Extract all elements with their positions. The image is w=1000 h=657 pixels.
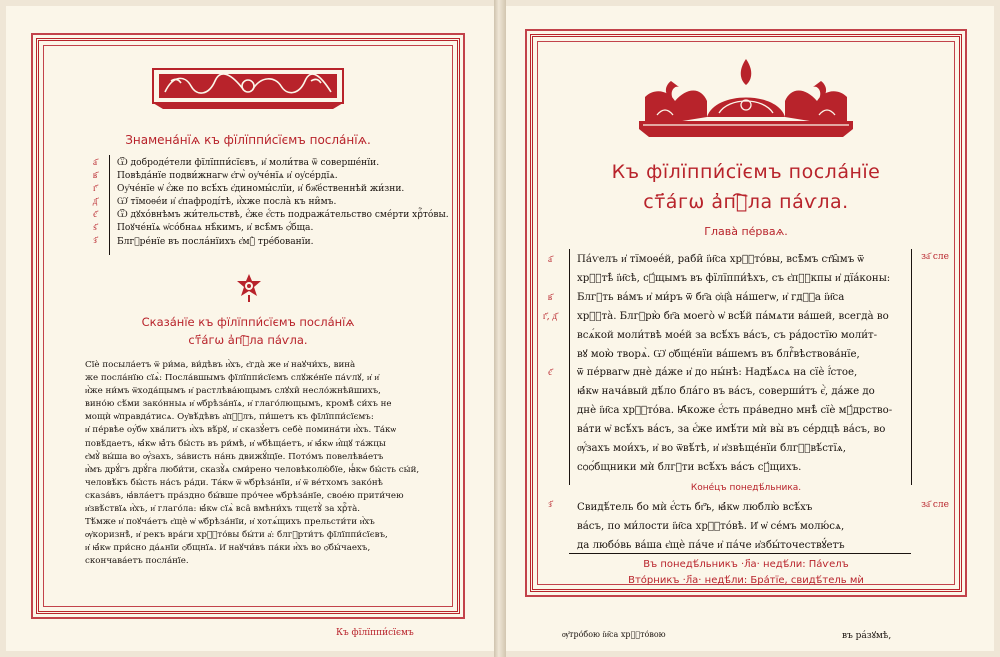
verse-line: Блгⷣть ва́мъ и҆ ми́ръ ѿ бг҃а ѻ҆ц҃а̀ на́шегѡ, и҆ гдⷭ҇а і҆и҃са [577,291,845,303]
text-line: скончава́етъ посла́нїе. [85,556,189,567]
margin-note-bottom: за҃ сле [921,500,949,510]
text-line: Сїѐ посыла́етъ ѿ ри́ма, ви́дѣвъ и҆̀хъ, є҆гда̀ же и҆ наꙋчи́хъ, вина̀ [85,360,356,370]
text-line: є҆мꙋ̀ вы́ша во ѹ҆́захъ, за́висть на́нь движꙋ́щїе. Пото́мъ повелѣва́етъ [85,451,384,462]
verse-line: хрⷭ҇та̀. Блгⷣрю̀ бг҃а моего̀ ѡ҆ всѣ́й па́мѧти ва́шей, всегда̀ во [577,310,889,322]
left-page [6,6,494,651]
verse-line: Па́ѵелъ и҆ тїмоѳе́й, раби̑ і҆и҃са хрⷭ҇то́вы, всѣ̑мъ ст҃ы̑мъ ѿ [577,254,864,265]
list-item: Ѡ҆ тїмоѳе́и и҆ є҆пафроді́тѣ, и҆̀хже посла̀ къ ни̑мъ. [117,197,337,208]
right-footer-note: ѹ҆тро́бою і҆и҃са хрⷭ҇то́вою [562,630,666,639]
verse-text [577,251,907,478]
verse-line: ѿ пе́рвагѡ днѐ да́же и҆ до ны́нѣ: Надѣ́ѧсѧ на сїѐ і҆́стое, [577,367,858,379]
text-line: и҆ ꙗ҆́кѡ при́сно да́ѧнїи ѻ҆бщнїѧ. И҆ наꙋчи́въ па́ки и҆̀хъ во ѻ҆бы́чаехъ, [85,543,371,554]
text-line: и҆звѣ́ствїѧ и҆̀хъ, и҆ глаго́ла: ꙗ҆́кѡ сїѧ̀ вса̑ вмѣни́хъ тщєтꙋ̀ за хрⷭ҇та̀. [85,504,361,515]
crown-headpiece-icon [635,57,857,139]
rubric-line1: Въ понедѣ́льникъ ‧л҃а‧ недѣ́ли: Па́ѵелъ [643,559,849,570]
verse-line: вꙋ мою̀ творѧ̀. Ѡ҆ ѻ҆бще́нїи ва́шемъ въ блгⷭ҇вѣствова́нїе, [577,348,860,360]
rubric-divider [569,553,911,554]
right-title-line1: Къ фїлїппи́сїємъ посла́нїе [611,161,881,183]
text-line: человѣ́къ бы́сть на́съ ра́ди. Та́кѡ ѿ ѡ҆брѣза́нїи, и҆ ѿ ве́тхомъ зако́нѣ [85,477,383,488]
book-gutter [494,0,506,657]
left-header-title: Знамена́нїѧ къ фїлїппи́сїємъ посла́нїѧ. [125,133,371,147]
margin-note-top: за҃ сле [921,252,949,262]
end-monday-rubric: Коне́цъ понедѣ́льника. [690,483,802,493]
text-line: и҆̀же ни́мъ ѿхода́щымъ и҆ растлѣва́ющымъ слꙋхи̑ несло́жнѣйшихъ, [85,386,381,397]
chapter-heading: Глава̀ пе́рваѧ. [704,225,788,238]
list-item: Повѣда́нїе подви́жнагѡ є҆гѡ̀ оу҆че́нїѧ и҆ оу҆се́рдїѧ. [117,171,338,182]
verse-divider-right [911,249,912,485]
argument-numbers: а҃ в҃ г҃ д҃ є҃ ѕ҃ з҃ [92,158,98,246]
verse-divider-left [569,249,570,485]
list-item: Поꙋче́нїѧ ѡ҆со́бнаѧ нѣ̑кимъ, и҆ всѣ̑мъ ѻ҆́бща. [117,223,314,234]
left-subtitle-line2: ст҃а́гѡ а҆пⷭ҇ла па́ѵла. [188,333,308,347]
verse-line: ва́съ, по ми́лости і҆и҃са хрⷭ҇то́вѣ. И҆ ѡ҆ се́мъ молю́сѧ, [577,520,845,532]
verse-numbers: а҃ в҃ г҃, д҃ є҃ [543,255,557,379]
left-body-text [85,359,431,569]
left-subtitle-line1: Сказа́нїе къ фїлїппи́сїємъ посла́нїѧ [141,315,355,329]
verse-line: ѹ҆́захъ мои́хъ, и҆ во ѿвѣ́тѣ, и҆ и҆звѣще́нїи блгⷭ҇вѣ́стїѧ, [577,443,847,455]
verse-line: Свидѣ́тель бо мѝ є҆́сть бг҃ъ, ꙗ҆́кѡ люблю̀ всѣ́хъ [577,502,813,513]
left-footer-catchword: Къ фїлїппи́сїємъ [336,628,414,638]
list-item: Блгⷣре́нїе въ посла́нїихъ є҆мꙋ̀ тре́бованїи. [117,236,314,247]
rosette-ornament-icon [235,273,263,303]
verse-line: хрⷭ҇тѣ̀ і҆и҃сѣ, сꙋ́щымъ въ фїлїппи́ѣхъ, съ є҆пⷭ҇кпы и҆ дїа́коны: [577,272,891,284]
argument-list [117,157,449,249]
verse-line: ꙗ҆́кѡ нача́вый дѣ́ло бла́го въ ва́съ, соверши́тъ є҆̀, да́же до [577,386,875,398]
verse8-text [577,499,907,556]
verse-line: всѧ́кой моли́твѣ мое́й за всѣ́хъ ва́съ, съ ра́достїю моли́т- [577,329,878,341]
text-line: ѹ҆коризнѣ̀, и҆ рекъ вра́ги хрⷭ҇то́вы бы́ти а҆: блгⷣрти́тъ фїлїппи́сїєвъ, [85,530,388,541]
text-line: Тѣ́мже и҆ поꙋча́етъ є҆щѐ ѡ҆ ѡ҆брѣза́нїи, и҆ хотѧ́щихъ прельсти́ти и҆̀хъ [85,517,375,528]
verse-line: ва́ти ѡ҆ всѣ́хъ ва́съ, за є҆́же имѣ́ти мѝ вы̀ въ се́рдцѣ ва́съ, во [577,424,886,436]
text-line: мощѝ ѡ҆правда́тисѧ. Оу҆вѣ́дѣвъ а҆пⷭ҇лъ, пи́шетъ къ фїлїппи́сїємъ: [85,412,374,423]
text-line: повѣ́даетъ, ꙗ҆́кѡ ꙗ҆̀ть бы́сть въ ри́мѣ, и҆ ѡ҆бѣща́етъ, и҆ ꙗ҆́кѡ и҆́щꙋ та́жцы [85,438,386,449]
list-item: Ѿ дꙋхо́внѣмъ жи́тельствѣ, є҆́же є҆́сть подража́тельство сме́рти хрⷭ҇то́вы. [117,210,449,221]
right-title-line2: ст҃а́гѡ а҆пⷭ҇ла па́ѵла. [643,191,849,213]
text-line: вино́ю сѣ́ми зако́нныѧ и҆ ѡ҆брѣза́нїѧ, и҆ глаго́лющымъ, кромѣ̀ си́хъ не [85,399,392,410]
text-line: и҆ пе́рвѣе оу҆́бѡ хва́литъ и҆̀хъ вѣ́рꙋ, и҆ сказꙋ́етъ себѐ помина́ти и҆̀хъ. Та́кѡ [85,425,396,436]
rubric-line2: Вто́рникъ ‧л҃а‧ недѣ́ли: Бра́тїе, свидѣ́тель мѝ [628,575,864,586]
headpiece-ornament-icon [151,67,345,109]
text-line: же посла́нїю сїѧ̀: Посла́вшымъ фїлїппи́сїємъ слꙋже́нїе па́ѵлꙋ, и҆ и҆ [85,373,380,384]
text-line: сказа́въ, ꙗ҆вла́етъ пра́здно бы́вше про́чее ѡ҆брѣза́нїе, свое́ю прити́чею [85,490,404,501]
verse-line: сѻѻ́бщники мѝ блгⷣти всѣ́хъ ва́съ сꙋ́щихъ. [577,461,802,473]
verse8-number: з҃ [548,500,552,510]
right-page-frame [530,34,962,592]
right-footer-catchword: въ ра́зꙋмѣ, [842,631,892,641]
list-item: Оу҆че́нїе ѡ҆ є҆́же по всѣ́хъ є҆диномы́слїи, и҆ бж҃е́ственнѣй жи́зни. [117,184,405,195]
list-item: Ѿ доброде́тели фїлїппи́сїєвъ, и҆ моли́тва ѿ соверше́нїи. [117,158,380,168]
verse-line: да любо́вь ва́ша є҆щѐ па́че и҆ па́че и҆збы́точествꙋ́етъ [577,539,845,551]
left-page-frame [36,38,460,614]
text-line: и҆̀мъ дрꙋ́гъ дрꙋ́га люби́ти, сказꙋ̀ѧ сми́рено человѣколю́бїе, ꙗ҆́кѡ бы́сть сы́й, [85,464,420,475]
verse-line: днѐ і҆и҃са хрⷭ҇то́ва. Ꙗ҆́коже є҆́сть пра́ведно мнѣ̀ сїѐ мꙋ́дрство- [577,405,893,417]
right-page [506,6,994,651]
argument-divider [109,155,110,255]
